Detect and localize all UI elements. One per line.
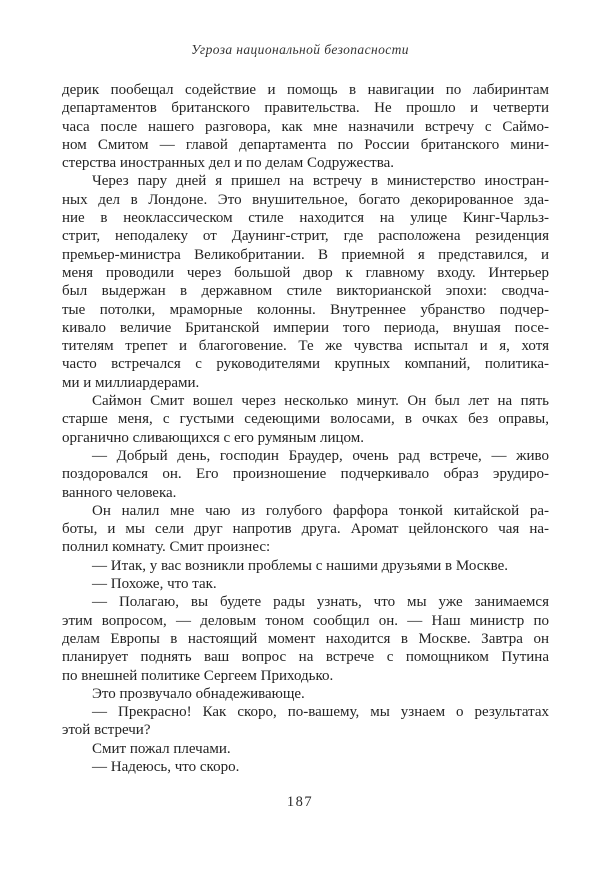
paragraph [62,447,549,502]
paragraph [62,593,549,684]
text-line: этой встречи? [62,722,151,739]
text-line: ванного человека. [62,484,177,501]
text-line: — Полагаю, вы будете рады узнать, что мы уже занимаемся [92,594,549,611]
text-line: — Добрый день, господин Браудер, очень рад встрече, — живо [92,447,549,464]
page-number: 187 [286,794,314,810]
paragraph [62,392,549,447]
text-line: был выдержан в державном стиле викторианской эпохи: сводча- [62,283,549,300]
text-line: кивало величие Британской империи того периода, внушая посе- [62,319,549,336]
text-line: стрит, неподалеку от Даунинг-стрит, где расположена резиденция [62,228,549,245]
text-line: — Похоже, что так. [92,576,217,593]
paragraph [62,172,549,392]
paragraph [62,758,549,776]
text-line: дерик пообещал содействие и помощь в навигации по лабиринтам [62,82,549,98]
paragraph [62,685,549,703]
text-line: — Итак, у вас возникли проблемы с нашими друзьями в Москве. [92,557,509,574]
text-line: поздоровался он. Его произношение подчеркивало образ эрудиро- [62,466,549,483]
text-line: тителям трепет и благоговение. Те же чувства испытал и я, хотя [62,338,549,355]
text-line: Саймон Смит вошел через несколько минут. Он был лет на пять [92,393,549,410]
text-line: меня проводили через большой двор к главному входу. Интерьер [62,264,549,281]
text-line: боты, и мы сели друг напротив друга. Аромат цейлонского чая на- [62,521,549,538]
text-line: часто встречался с руководителями крупных компаний, политика- [62,356,549,373]
running-title: Угроза национальной безопасности [191,42,409,57]
text-line: ние в неоклассическом стиле находится на улице Кинг-Чарльз- [62,210,549,227]
text-line: по внешней политике Сергеем Приходько. [62,667,334,684]
text-line: стерства иностранных дел и по делам Содружества. [62,155,395,172]
paragraph [62,740,549,758]
text-line: Смит пожал плечами. [92,740,231,757]
paragraph [62,81,549,172]
paragraph [62,575,549,593]
text-line: тые потолки, мраморные колонны. Внутреннее убранство подчер- [62,301,549,318]
text-line: Он налил мне чаю из голубого фарфора тонкой китайской ра- [92,502,549,519]
text-line: Через пару дней я пришел на встречу в министерство иностран- [92,173,549,190]
text-line: планирует поднять ваш вопрос на встрече с помощником Путина [62,649,549,666]
text-line: ми и миллиардерами. [62,374,200,391]
text-line: Это прозвучало обнадеживающе. [92,685,305,702]
paragraph [62,502,549,557]
text-line: департаментов британского правительства. Не прошло и четверти [62,100,549,117]
paragraph [62,557,549,575]
text-line: делам Европы в настоящий момент находится в Москве. Завтра он [62,630,549,647]
paragraph [62,703,549,740]
text-line: ных дел в Лондоне. Это внушительное, богато декорированное зда- [62,191,549,208]
text-line: органично сливающихся с его румяным лицом. [62,429,364,446]
body-text [62,81,549,776]
text-line: полнил комнату. Смит произнес: [62,539,271,556]
text-line: часа после нашего разговора, как мне назначили встречу с Саймо- [62,118,549,135]
text-line: — Надеюсь, что скоро. [92,758,240,775]
text-line: ном Смитом — главой департамента по России британского мини- [62,136,549,153]
text-line: премьер-министра Великобритании. В приемной я представился, и [62,246,549,263]
text-line: — Прекрасно! Как скоро, по-вашему, мы узнаем о результатах [92,704,549,721]
text-line: старше меня, с густыми седеющими волосами, в очках без оправы, [62,411,549,428]
text-line: этим вопросом, — деловым тоном сообщил он. — Наш министр по [62,612,549,629]
